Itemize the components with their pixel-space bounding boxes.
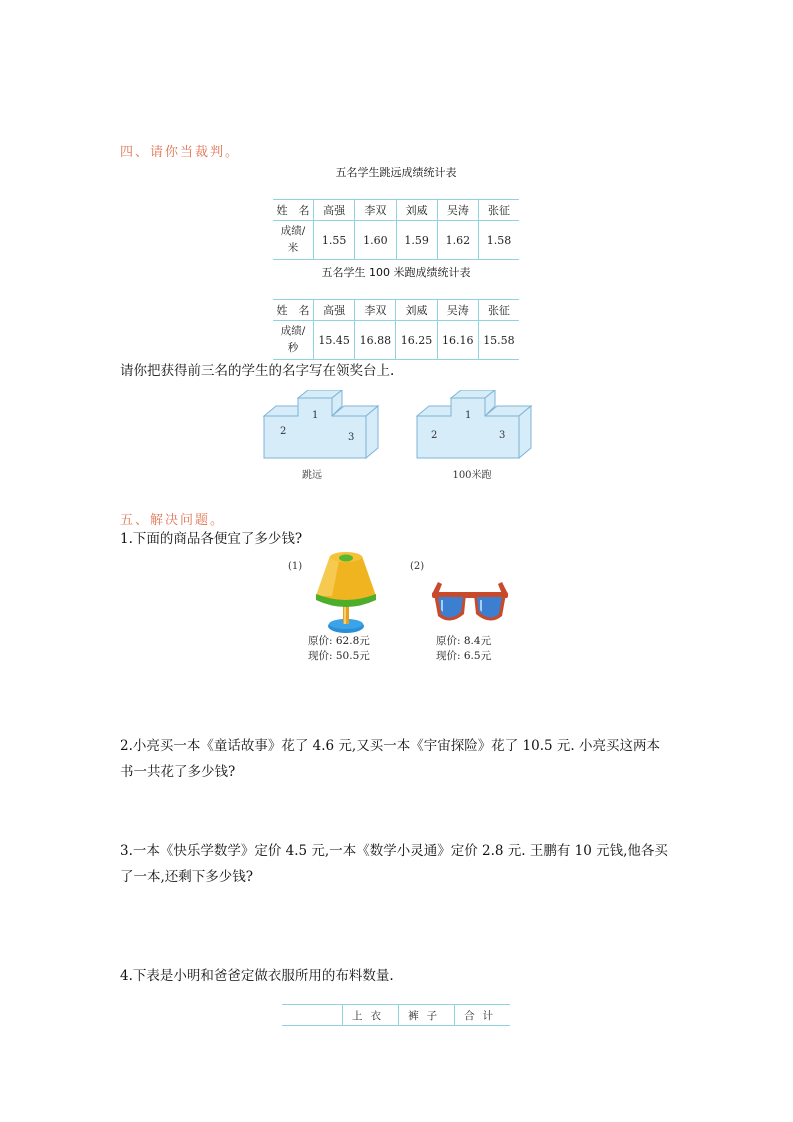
podium-instruction: 请你把获得前三名的学生的名字写在领奖台上.: [120, 363, 395, 379]
item-2-current-price: 现价: 6.5元: [436, 650, 492, 662]
item-2-prices: [436, 634, 491, 664]
score-cell: 1.58: [479, 221, 520, 260]
question-1: 1.下面的商品各便宜了多少钱?: [120, 531, 303, 547]
row-label: [273, 321, 314, 360]
fabric-header-top: 上衣: [343, 1005, 399, 1026]
section-5-title: 五、解决问题。: [120, 513, 226, 528]
podium-second-label: 2: [280, 426, 287, 437]
score-cell: 15.58: [478, 321, 519, 360]
score-cell: 16.25: [396, 321, 437, 360]
row-label-line1: 成绩/: [280, 225, 306, 237]
row-label: [273, 221, 314, 260]
student-name: 刘威: [396, 200, 437, 221]
student-name: 高强: [314, 200, 355, 221]
row-label-line1: 成绩/: [280, 325, 306, 337]
fabric-header-blank: [282, 1005, 343, 1026]
table-header-row: [273, 300, 519, 321]
item-1-index: (1): [288, 561, 303, 572]
run-table-caption: 五名学生 100 米跑成绩统计表: [321, 266, 471, 279]
item-1-original-price: 原价: 62.8元: [308, 635, 370, 647]
section-4-title: 四、请你当裁判。: [120, 145, 241, 160]
table-header-row: [273, 200, 519, 221]
podium-100m: [415, 390, 535, 460]
score-cell: 15.45: [314, 321, 355, 360]
podium-icon: [262, 390, 382, 460]
table-row: [273, 221, 519, 260]
podium-third-label: 3: [348, 432, 355, 443]
podium-second-label: 2: [431, 430, 438, 441]
question-3-line-2: 了一本,还剩下多少钱?: [120, 869, 254, 885]
question-2-line-1: 2.小亮买一本《童话故事》花了 4.6 元,又买一本《宇宙探险》花了 10.5 元. 小亮买这两本: [120, 738, 660, 754]
item-2-index: (2): [410, 561, 425, 572]
podium-100m-label: 100米跑: [452, 470, 492, 481]
podium-long-jump: [262, 390, 382, 460]
row-label-line2: 米: [287, 242, 299, 254]
item-2-original-price: 原价: 8.4元: [436, 635, 492, 647]
question-3-line-1: 3.一本《快乐学数学》定价 4.5 元,一本《数学小灵通》定价 2.8 元. 王鹏有 10 元钱,他各买: [120, 843, 668, 859]
header-label: 姓 名: [273, 200, 314, 221]
score-cell: 1.60: [355, 221, 396, 260]
run-table: [273, 299, 519, 360]
student-name: 高强: [314, 300, 355, 321]
long-jump-table-caption: 五名学生跳远成绩统计表: [335, 166, 457, 179]
score-cell: 16.88: [355, 321, 396, 360]
podium-third-label: 3: [499, 430, 506, 441]
question-2-line-2: 书一共花了多少钱?: [120, 764, 236, 780]
question-4: 4.下表是小明和爸爸定做衣服所用的布料数量.: [120, 968, 394, 984]
table-header-row: [282, 1005, 510, 1026]
student-name: 刘威: [396, 300, 437, 321]
podium-long-jump-label: 跳远: [302, 470, 322, 481]
glasses-icon: [430, 578, 510, 626]
long-jump-table: [273, 199, 519, 260]
podium-first-label: 1: [465, 410, 472, 421]
item-1-current-price: 现价: 50.5元: [308, 650, 370, 662]
student-name: 吴涛: [437, 200, 478, 221]
row-label-line2: 秒: [287, 342, 299, 354]
student-name: 张征: [478, 300, 519, 321]
question-2: [120, 733, 700, 785]
fabric-header-total: 合计: [455, 1005, 510, 1026]
podium-icon: [415, 390, 535, 460]
score-cell: 1.55: [314, 221, 355, 260]
student-name: 李双: [355, 200, 396, 221]
student-name: 李双: [355, 300, 396, 321]
lamp-icon: [312, 552, 380, 636]
question-3: [120, 838, 700, 890]
table-row: [273, 321, 519, 360]
student-name: 张征: [479, 200, 520, 221]
fabric-table: [282, 1004, 510, 1026]
item-1-prices: [308, 634, 370, 664]
score-cell: 1.62: [437, 221, 478, 260]
fabric-header-pants: 裤子: [399, 1005, 455, 1026]
header-label: 姓 名: [273, 300, 314, 321]
podium-first-label: 1: [312, 410, 319, 421]
student-name: 吴涛: [437, 300, 478, 321]
score-cell: 16.16: [437, 321, 478, 360]
score-cell: 1.59: [396, 221, 437, 260]
